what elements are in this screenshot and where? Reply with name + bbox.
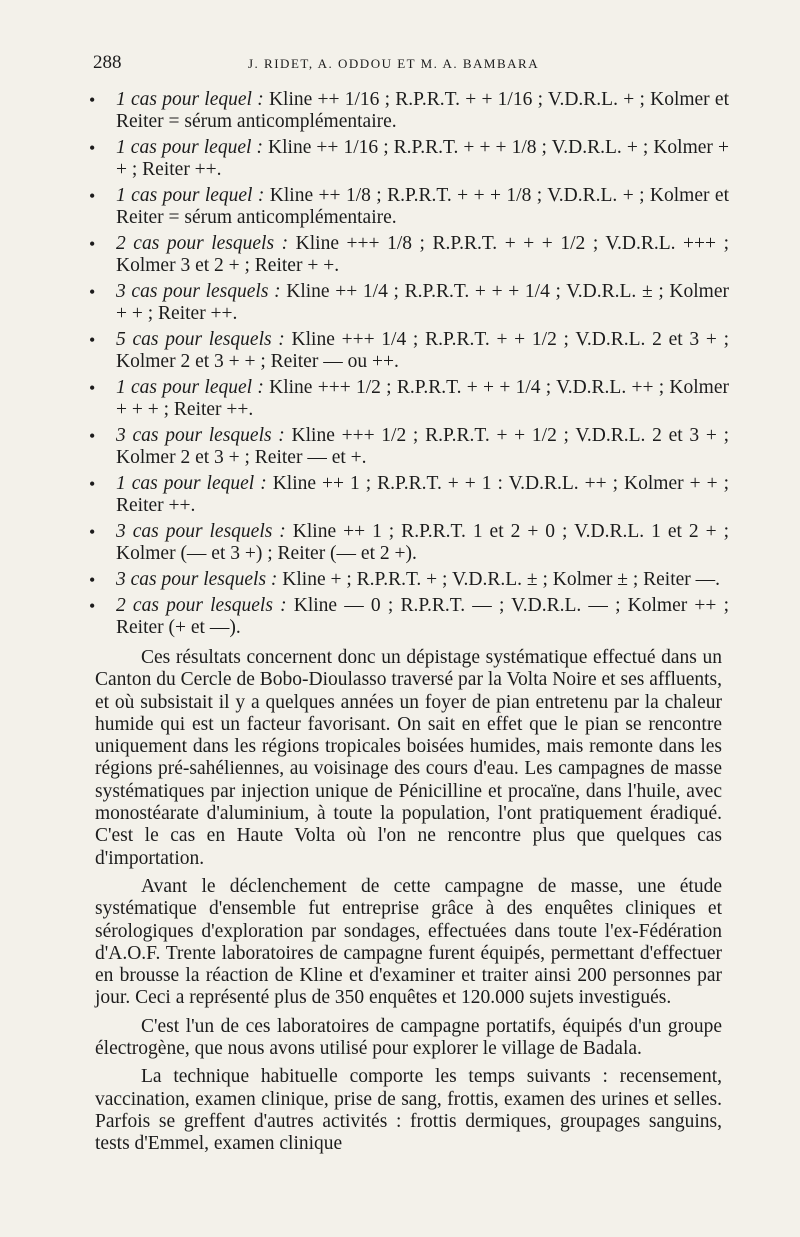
item-intro: 1 cas pour lequel : <box>116 377 264 398</box>
page-number: 288 <box>93 52 122 73</box>
paragraph: Ces résultats concernent donc un dépistage systématique effectué dans un Canton du Cercle de Bobo-Dioulasso traversé par la Volta Noire et ses affluents, et où subsistait il y a quelques années un foyer de pian entretenu par la chaleur humide qui est un facteur favorisant. On sait en effet que le pian se rencontre uniquement dans les régions tropicales boisées humides, mais remonte dans les régions pré-sahéliennes, au voisinage des cours d'eau. Les campagnes de masse systématiques par injection unique de Pénicilline et procaïne, dans l'huile, avec monostéarate d'aluminium, à toute la population, l'ont pratiquement éradiqué. C'est le cas en Haute Volta où l'on ne rencontre plus que quelques cas d'importation. <box>95 647 722 869</box>
item-intro: 1 cas pour lequel : <box>116 185 265 206</box>
item-result: Kline +++ 1/8 ; R.P.R.T. + + + 1/2 ; V.D.R.L. +++ ; Kolmer 3 et 2 + ; Reiter + +. <box>116 233 730 276</box>
list-item <box>89 595 729 639</box>
bullet: • <box>89 282 96 302</box>
item-intro: 3 cas pour lesquels : <box>116 425 285 446</box>
item-result: Kline +++ 1/2 ; R.P.R.T. + + + 1/4 ; V.D.R.L. ++ ; Kolmer + + + ; Reiter ++. <box>116 377 729 420</box>
item-intro: 3 cas pour lesquels : <box>116 521 286 542</box>
list-item <box>89 473 729 517</box>
item-result: Kline +++ 1/4 ; R.P.R.T. + + 1/2 ; V.D.R.L. 2 et 3 + ; Kolmer 2 et 3 + + ; Reiter — ou ++. <box>116 329 729 372</box>
bullet: • <box>89 474 96 494</box>
bullet: • <box>89 570 96 590</box>
body-text <box>95 647 722 1162</box>
paragraph: C'est l'un de ces laboratoires de campagne portatifs, équipés d'un groupe électrogène, que nous avons utilisé pour explorer le village de Badala. <box>95 1015 722 1060</box>
running-head: J. RIDET, A. ODDOU ET M. A. BAMBARA <box>248 56 540 71</box>
item-result: Kline ++ 1 ; R.P.R.T. 1 et 2 + 0 ; V.D.R.L. 1 et 2 + ; Kolmer (— et 3 +) ; Reiter (— et 2 +). <box>116 521 730 564</box>
list-item <box>89 521 729 565</box>
bullet: • <box>89 378 96 398</box>
bullet: • <box>89 138 96 158</box>
item-intro: 2 cas pour lesquels : <box>116 595 287 616</box>
page-header <box>93 52 722 76</box>
list-item <box>89 89 729 133</box>
item-result: Kline ++ 1/4 ; R.P.R.T. + + + 1/4 ; V.D.R.L. ± ; Kolmer + + ; Reiter ++. <box>116 281 729 324</box>
item-intro: 5 cas pour lesquels : <box>116 329 285 350</box>
bullet: • <box>89 522 96 542</box>
paragraph: La technique habituelle comporte les temps suivants : recensement, vaccination, examen clinique, prise de sang, frottis, examen des urines et selles. Parfois se greffent d'autres activités : frottis dermiques, groupages sanguins, tests d'Emmel, examen clinique <box>95 1066 722 1155</box>
item-result: Kline ++ 1/8 ; R.P.R.T. + + + 1/8 ; V.D.R.L. + ; Kolmer et Reiter = sérum anticomplémentaire. <box>116 185 729 228</box>
item-intro: 3 cas pour lesquels : <box>116 569 278 590</box>
list-item <box>89 137 729 181</box>
bullet: • <box>89 330 96 350</box>
item-intro: 1 cas pour lequel : <box>116 473 267 494</box>
item-result: Kline — 0 ; R.P.R.T. — ; V.D.R.L. — ; Kolmer ++ ; Reiter (+ et —). <box>116 595 729 638</box>
item-result: Kline ++ 1 ; R.P.R.T. + + 1 : V.D.R.L. ++ ; Kolmer + + ; Reiter ++. <box>116 473 730 516</box>
item-intro: 2 cas pour lesquels : <box>116 233 289 254</box>
item-result: Kline ++ 1/16 ; R.P.R.T. + + + 1/8 ; V.D.R.L. + ; Kolmer + + ; Reiter ++. <box>116 137 729 180</box>
item-intro: 1 cas pour lequel : <box>116 89 264 110</box>
results-list <box>89 89 729 643</box>
bullet: • <box>89 426 96 446</box>
bullet: • <box>89 186 96 206</box>
list-item <box>89 425 729 469</box>
item-result: Kline ++ 1/16 ; R.P.R.T. + + 1/16 ; V.D.R.L. + ; Kolmer et Reiter = sérum anticomplémentaire. <box>116 89 729 132</box>
bullet: • <box>89 596 96 616</box>
list-item <box>89 329 729 373</box>
paragraph: Avant le déclenchement de cette campagne de masse, une étude systématique d'ensemble fut entreprise grâce à des enquêtes cliniques et sérologiques d'exploration par sondages, effectuées dans toute l'ex-Fédération d'A.O.F. Trente laboratoires de campagne furent équipés, permettant d'effectuer en brousse la réaction de Kline et d'examiner et traiter ainsi 200 personnes par jour. Ceci a représenté plus de 350 enquêtes et 120.000 sujets investigués. <box>95 875 722 1009</box>
item-intro: 1 cas pour lequel : <box>116 137 263 158</box>
list-item <box>89 185 729 229</box>
list-item <box>89 569 729 591</box>
list-item <box>89 281 729 325</box>
item-result: Kline + ; R.P.R.T. + ; V.D.R.L. ± ; Kolmer ± ; Reiter —. <box>282 569 721 590</box>
item-intro: 3 cas pour lesquels : <box>116 281 281 302</box>
bullet: • <box>89 234 96 254</box>
item-result: Kline +++ 1/2 ; R.P.R.T. + + 1/2 ; V.D.R.L. 2 et 3 + ; Kolmer 2 et 3 + ; Reiter — et +. <box>116 425 729 468</box>
list-item <box>89 233 729 277</box>
list-item <box>89 377 729 421</box>
bullet: • <box>89 90 96 110</box>
